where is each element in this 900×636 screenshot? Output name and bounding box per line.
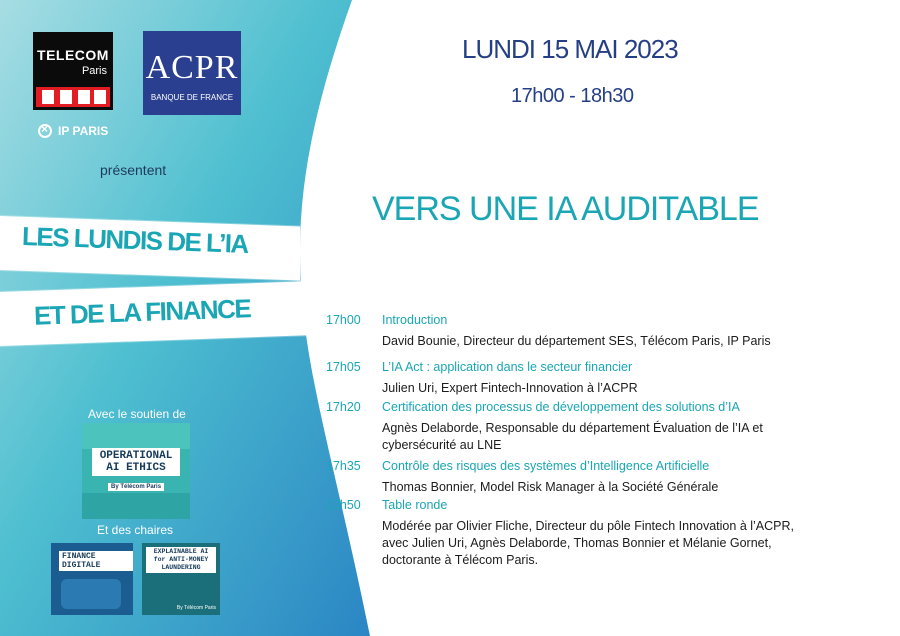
agenda-topic: Table ronde	[382, 498, 448, 512]
agenda-topic: Introduction	[382, 313, 448, 327]
chairs-label: Et des chaires	[97, 523, 174, 537]
ethics-scene-bottom	[82, 493, 190, 519]
acpr-logo	[143, 31, 241, 115]
ip-paris-label: IP PARIS	[58, 124, 109, 138]
telecom-pattern	[36, 87, 110, 107]
agenda-time: 17h35	[326, 459, 361, 473]
telecom-name: TELECOM	[37, 47, 109, 63]
ethics-title: OPERATIONAL AI ETHICS	[92, 448, 180, 476]
operational-ai-ethics-logo	[82, 423, 190, 519]
agenda-time: 17h05	[326, 360, 361, 374]
ip-paris-logo	[38, 124, 108, 138]
acpr-sub: BANQUE DE FRANCE	[150, 93, 234, 102]
explainable-ai-aml-logo	[142, 543, 220, 615]
event-title: VERS UNE IA AUDITABLE	[372, 190, 759, 228]
agenda-speaker: Agnès Delaborde, Responsable du département Évaluation de l’IA et cybersécurité au LNE	[382, 421, 763, 452]
telecom-city: Paris	[81, 65, 107, 77]
agenda-topic: Contrôle des risques des systèmes d’Intelligence Artificielle	[382, 459, 710, 473]
finance-card-art	[61, 579, 121, 609]
finance-card-title: FINANCE DIGITALE	[59, 551, 133, 571]
aml-card-title: EXPLAINABLE AI for ANTI-MONEY LAUNDERING	[146, 547, 216, 573]
agenda-time: 17h50	[326, 498, 361, 512]
finance-digitale-logo	[51, 543, 133, 615]
series-title-line1: LES LUNDIS DE L’IA	[21, 221, 249, 259]
aml-card-sub: By Télécom Paris	[176, 605, 216, 611]
series-title-line2: ET DE LA FINANCE	[33, 293, 251, 331]
agenda-speaker: David Bounie, Directeur du département SES, Télécom Paris, IP Paris	[382, 334, 771, 348]
ethics-scene-top	[82, 423, 190, 449]
agenda-speaker: Julien Uri, Expert Fintech-Innovation à l’ACPR	[382, 381, 638, 395]
support-label: Avec le soutien de	[88, 407, 186, 421]
ip-paris-icon	[38, 124, 52, 138]
agenda-speaker: Modérée par Olivier Fliche, Directeur du pôle Fintech Innovation à l’ACPR, avec Julien Uri, Agnès Delaborde, Thomas Bonnier et Mélanie Gornet, doctorante à Télécom Paris.	[382, 519, 794, 567]
telecom-paris-logo	[33, 32, 113, 110]
agenda-time: 17h00	[326, 313, 361, 327]
event-time: 17h00 - 18h30	[511, 85, 634, 107]
agenda-topic: L’IA Act : application dans le secteur financier	[382, 360, 633, 374]
agenda-time: 17h20	[326, 400, 361, 414]
ethics-sub: By Télécom Paris	[108, 483, 164, 491]
event-date: LUNDI 15 MAI 2023	[462, 34, 678, 64]
agenda-speaker: Thomas Bonnier, Model Risk Manager à la Société Générale	[382, 480, 719, 494]
agenda-topic: Certification des processus de développement des solutions d’IA	[382, 400, 740, 414]
present-text: présentent	[100, 162, 167, 178]
acpr-name: ACPR	[145, 49, 239, 86]
